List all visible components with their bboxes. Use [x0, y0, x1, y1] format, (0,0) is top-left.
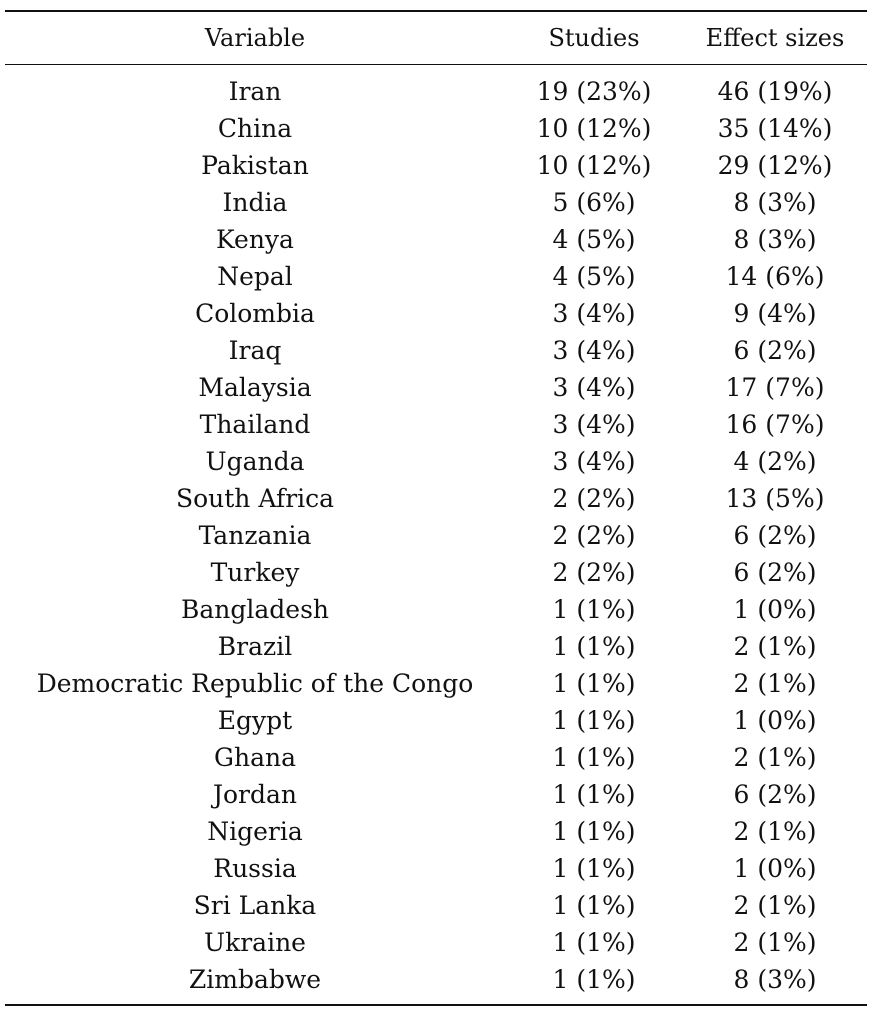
cell-variable: Tanzania	[198, 521, 312, 551]
cell-variable: Zimbabwe	[188, 965, 322, 995]
table-row	[5, 739, 867, 776]
table-row	[5, 406, 867, 443]
table-row	[5, 369, 867, 406]
cell-studies: 2 (2%)	[552, 558, 636, 588]
cell-studies: 3 (4%)	[552, 336, 636, 366]
cell-effect-sizes: 1 (0%)	[733, 854, 817, 884]
cell-studies: 1 (1%)	[552, 632, 636, 662]
cell-studies: 4 (5%)	[552, 225, 636, 255]
cell-variable: Pakistan	[201, 151, 309, 181]
cell-variable: Ghana	[214, 743, 296, 773]
cell-variable: Sri Lanka	[193, 891, 317, 921]
cell-effect-sizes: 16 (7%)	[725, 410, 825, 440]
cell-studies: 3 (4%)	[552, 373, 636, 403]
cell-effect-sizes: 14 (6%)	[725, 262, 825, 292]
cell-variable: China	[217, 114, 293, 144]
cell-effect-sizes: 6 (2%)	[733, 336, 817, 366]
cell-effect-sizes: 2 (1%)	[733, 743, 817, 773]
bottom-rule	[5, 1004, 867, 1006]
cell-variable: Brazil	[217, 632, 293, 662]
cell-studies: 1 (1%)	[552, 854, 636, 884]
cell-variable: India	[222, 188, 288, 218]
cell-studies: 1 (1%)	[552, 595, 636, 625]
table-row	[5, 258, 867, 295]
cell-studies: 2 (2%)	[552, 521, 636, 551]
table-row	[5, 961, 867, 998]
table-row	[5, 480, 867, 517]
cell-variable: Iraq	[228, 336, 282, 366]
cell-studies: 3 (4%)	[552, 410, 636, 440]
table-row	[5, 924, 867, 961]
cell-studies: 1 (1%)	[552, 706, 636, 736]
cell-studies: 3 (4%)	[552, 447, 636, 477]
cell-effect-sizes: 8 (3%)	[733, 965, 817, 995]
cell-studies: 1 (1%)	[552, 780, 636, 810]
cell-effect-sizes: 17 (7%)	[725, 373, 825, 403]
cell-effect-sizes: 29 (12%)	[717, 151, 833, 181]
cell-variable: Turkey	[210, 558, 300, 588]
cell-studies: 1 (1%)	[552, 891, 636, 921]
cell-effect-sizes: 2 (1%)	[733, 891, 817, 921]
cell-studies: 1 (1%)	[552, 928, 636, 958]
table-row	[5, 554, 867, 591]
cell-effect-sizes: 1 (0%)	[733, 706, 817, 736]
cell-effect-sizes: 35 (14%)	[717, 114, 833, 144]
cell-studies: 3 (4%)	[552, 299, 636, 329]
table-row	[5, 850, 867, 887]
cell-studies: 5 (6%)	[552, 188, 636, 218]
cell-effect-sizes: 8 (3%)	[733, 188, 817, 218]
cell-variable: Democratic Republic of the Congo	[36, 669, 474, 699]
table-row	[5, 221, 867, 258]
header-variable: Variable	[204, 24, 306, 52]
table-row	[5, 110, 867, 147]
cell-variable: Kenya	[216, 225, 294, 255]
table-body	[5, 73, 867, 998]
table-row	[5, 332, 867, 369]
table-row	[5, 443, 867, 480]
cell-effect-sizes: 2 (1%)	[733, 817, 817, 847]
cell-variable: Nigeria	[207, 817, 303, 847]
cell-effect-sizes: 46 (19%)	[717, 77, 833, 107]
table-row	[5, 702, 867, 739]
table-row	[5, 147, 867, 184]
cell-variable: Russia	[213, 854, 297, 884]
table-row	[5, 776, 867, 813]
cell-variable: Bangladesh	[180, 595, 329, 625]
header-effect-sizes: Effect sizes	[705, 24, 845, 52]
cell-studies: 1 (1%)	[552, 965, 636, 995]
cell-effect-sizes: 6 (2%)	[733, 780, 817, 810]
cell-effect-sizes: 13 (5%)	[725, 484, 825, 514]
cell-variable: Jordan	[212, 780, 298, 810]
cell-variable: South Africa	[175, 484, 335, 514]
cell-effect-sizes: 9 (4%)	[733, 299, 817, 329]
header-row	[5, 12, 867, 64]
cell-variable: Uganda	[205, 447, 305, 477]
cell-variable: Ukraine	[204, 928, 306, 958]
cell-effect-sizes: 2 (1%)	[733, 669, 817, 699]
table-row	[5, 628, 867, 665]
cell-effect-sizes: 8 (3%)	[733, 225, 817, 255]
table-row	[5, 184, 867, 221]
table-row	[5, 813, 867, 850]
table-header	[5, 12, 867, 64]
cell-studies: 10 (12%)	[536, 151, 652, 181]
cell-studies: 1 (1%)	[552, 743, 636, 773]
cell-variable: Thailand	[199, 410, 311, 440]
cell-variable: Malaysia	[198, 373, 312, 403]
table-row	[5, 295, 867, 332]
header-studies: Studies	[548, 24, 640, 52]
cell-variable: Nepal	[217, 262, 293, 292]
cell-variable: Colombia	[195, 299, 315, 329]
cell-effect-sizes: 6 (2%)	[733, 521, 817, 551]
cell-studies: 10 (12%)	[536, 114, 652, 144]
cell-variable: Iran	[228, 77, 282, 107]
table-row	[5, 517, 867, 554]
cell-studies: 19 (23%)	[536, 77, 652, 107]
cell-effect-sizes: 6 (2%)	[733, 558, 817, 588]
cell-effect-sizes: 1 (0%)	[733, 595, 817, 625]
table-row	[5, 665, 867, 702]
table-row	[5, 73, 867, 110]
cell-effect-sizes: 2 (1%)	[733, 632, 817, 662]
cell-studies: 1 (1%)	[552, 817, 636, 847]
cell-effect-sizes: 2 (1%)	[733, 928, 817, 958]
table-row	[5, 591, 867, 628]
cell-studies: 1 (1%)	[552, 669, 636, 699]
cell-variable: Egypt	[217, 706, 293, 736]
cell-studies: 4 (5%)	[552, 262, 636, 292]
table-row	[5, 887, 867, 924]
cell-effect-sizes: 4 (2%)	[733, 447, 817, 477]
country-table	[5, 10, 867, 1006]
cell-studies: 2 (2%)	[552, 484, 636, 514]
